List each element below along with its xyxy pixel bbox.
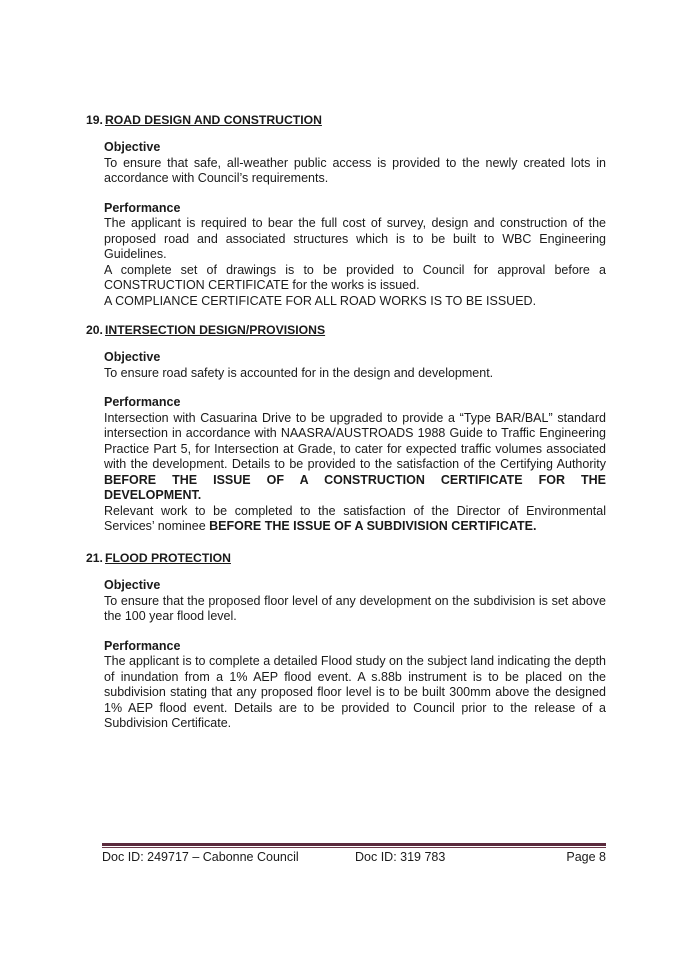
section-number: 21.	[86, 551, 103, 565]
section-body	[104, 140, 606, 309]
objective-text: To ensure that the proposed floor level of any development on the subdivision is set above the 100 year flood level.	[104, 593, 606, 623]
performance-label: Performance	[104, 200, 181, 215]
paragraph-text: Relevant work to be completed to the satisfaction of the Director of Environmental Services’ nominee	[104, 503, 606, 533]
section-title: INTERSECTION DESIGN/PROVISIONS	[105, 323, 326, 337]
objective-label: Objective	[104, 350, 161, 364]
footer-doc-id-council: Doc ID: 249717 – Cabonne Council	[102, 850, 299, 864]
section-21	[86, 551, 606, 732]
section-heading	[86, 551, 606, 566]
section-heading	[86, 113, 606, 128]
performance-paragraph	[104, 504, 606, 535]
objective-label: Objective	[104, 578, 161, 592]
performance-paragraph	[104, 411, 606, 504]
footer-rule-thin	[102, 847, 606, 848]
section-19	[86, 113, 606, 309]
section-number: 20.	[86, 323, 103, 337]
footer-page-number: Page 8	[566, 850, 606, 864]
section-body	[104, 578, 606, 732]
objective-text: To ensure that safe, all-weather public access is provided to the newly created lots in accordance with Council’s requirements.	[104, 155, 606, 185]
performance-label: Performance	[104, 638, 181, 653]
performance-paragraph: The applicant is to complete a detailed Flood study on the subject land indicating the depth of inundation from a 1% AEP flood event. A s.88b instrument is to be placed on the subdivision stating that any proposed floor level is to be built 300mm above the designed 1% AEP flood event. Details are to be provided to Council prior to the release of a Subdivision Certificate.	[104, 654, 606, 730]
performance-paragraph: The applicant is required to bear the full cost of survey, design and construction of the proposed road and associated structures which is to be built to WBC Engineering Guidelines.	[104, 216, 606, 261]
performance-label: Performance	[104, 395, 181, 409]
paragraph-bold-text: BEFORE THE ISSUE OF A SUBDIVISION CERTIFICATE.	[209, 519, 537, 533]
section-title: ROAD DESIGN AND CONSTRUCTION	[105, 113, 322, 127]
section-20	[86, 323, 606, 535]
paragraph-text: Intersection with Casuarina Drive to be upgraded to provide a “Type BAR/BAL” standard intersection in accordance with NAASRA/AUSTROADS 1988 Guide to Traffic Engineering Practice Part 5, for Intersection at Grade, to cater for expected traffic volumes associated with the development. Details to be provided to the satisfaction of the Certifying Authority	[104, 410, 606, 471]
section-body	[104, 350, 606, 535]
paragraph-bold-text: BEFORE THE ISSUE OF A CONSTRUCTION CERTIFICATE FOR THE DEVELOPMENT.	[104, 472, 606, 502]
section-number: 19.	[86, 113, 103, 127]
objective-text: To ensure road safety is accounted for in the design and development.	[104, 365, 494, 380]
footer-rule	[102, 843, 606, 846]
section-title: FLOOD PROTECTION	[105, 551, 231, 565]
footer-doc-id: Doc ID: 319 783	[355, 850, 446, 864]
performance-paragraph: A COMPLIANCE CERTIFICATE FOR ALL ROAD WORKS IS TO BE ISSUED.	[104, 293, 537, 308]
objective-label: Objective	[104, 140, 161, 154]
section-heading	[86, 323, 606, 338]
page-footer	[102, 850, 606, 868]
performance-paragraph: A complete set of drawings is to be provided to Council for approval before a CONSTRUCTION CERTIFICATE for the works is issued.	[104, 262, 606, 292]
